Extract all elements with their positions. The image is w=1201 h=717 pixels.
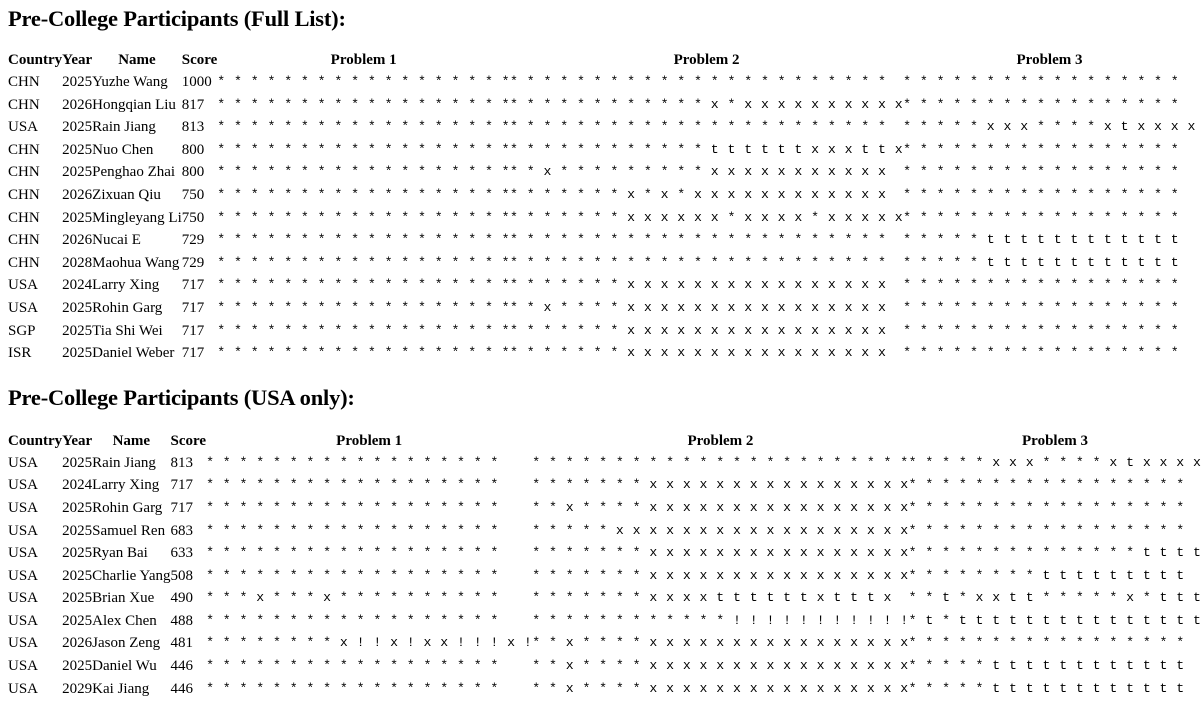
cell-problem-1: * * * * * * * * * * * * * * * * * * — [217, 96, 511, 112]
cell-problem-3: * * t * x x t t * * * * * x * t t t — [908, 590, 1201, 606]
header-score: Score — [181, 52, 218, 68]
table-row — [8, 632, 1201, 655]
cell-problem-3: * * * * * * * * * * * * * * * * * — [903, 277, 1180, 293]
cell-problem-2: * * x * * * * x x x x x x x x x x x x x x x x — [532, 658, 909, 674]
cell-country: CHN — [8, 164, 40, 181]
cell-problem-2: * * x * * * * x x x x x x x x x x x x x x x x — [532, 635, 909, 651]
table-row — [8, 207, 1196, 230]
cell-score: 750 — [181, 186, 205, 203]
cell-country: USA — [8, 545, 39, 562]
cell-year: 2029 — [62, 680, 93, 697]
cell-problem-2: * * x * * * * x x x x x x x x x x x x x x x x — [532, 499, 909, 515]
table-row — [8, 342, 1196, 365]
header-problem-1: Problem 1 — [330, 52, 397, 68]
cell-problem-3: * * * * * x x x * * * * x t x x x x — [903, 119, 1196, 135]
table-row — [8, 320, 1196, 343]
cell-country: USA — [8, 299, 39, 316]
cell-problem-1: * * * * * * * * * * * * * * * * * * — [206, 680, 499, 696]
cell-score: 633 — [170, 545, 194, 562]
header-problem-1: Problem 1 — [336, 432, 403, 449]
table-row — [8, 116, 1196, 139]
cell-problem-2: * * * * * * * x x x x x x x x x x x x x x x x — [532, 477, 909, 493]
cell-problem-3: * * * * * * * * * * * * * * * * * — [908, 477, 1185, 493]
cell-name: Rohin Garg — [92, 299, 163, 316]
cell-name: Maohua Wang — [92, 254, 180, 271]
cell-problem-1: * * * * * * * * x ! ! x ! x x ! ! ! x ! — [206, 635, 533, 651]
cell-problem-1: * * * * * * * * * * * * * * * * * * — [217, 232, 511, 248]
table-row — [8, 184, 1196, 207]
cell-score: 481 — [170, 635, 194, 652]
cell-score: 817 — [181, 96, 205, 113]
table-row — [8, 474, 1201, 497]
cell-name: Larry Xing — [92, 477, 160, 494]
cell-score: 717 — [170, 499, 194, 516]
cell-problem-3: * * * * * * * * * * * * * * * * * — [903, 322, 1180, 338]
table-body — [8, 71, 1196, 365]
cell-problem-2: * * * * * * * x x x x x x x x x x x x x x x x — [510, 345, 887, 361]
cell-problem-3: * * * * * * * * * * * * * * * * * — [908, 635, 1185, 651]
cell-country: CHN — [8, 74, 40, 90]
cell-year: 2026 — [62, 635, 93, 652]
cell-name: Rain Jiang — [92, 454, 156, 471]
cell-year: 2025 — [62, 164, 93, 181]
cell-problem-2: * * * * * * * x x x x x x x x x x x x x x x x — [510, 277, 887, 293]
cell-year: 2025 — [62, 209, 93, 226]
cell-name: Kai Jiang — [92, 680, 150, 697]
cell-score: 813 — [170, 454, 194, 471]
cell-year: 2025 — [62, 522, 93, 539]
cell-country: USA — [8, 658, 39, 675]
table-row — [8, 252, 1196, 275]
cell-problem-3: * * * * * * * * * * * * * * * * * — [903, 96, 1180, 112]
cell-name: Yuzhe Wang — [92, 74, 168, 90]
table-body — [8, 452, 1201, 701]
section-title-full-list: Pre-College Participants (Full List): — [8, 6, 346, 31]
cell-problem-1: * * * * * * * * * * * * * * * * * * — [217, 186, 511, 202]
table-row — [8, 452, 1201, 475]
cell-problem-3: * * * * * t t t t t t t t t t t t — [903, 232, 1180, 248]
cell-problem-2: * * * * * * * * * * * * x * x x x x x x x x x x — [510, 96, 904, 112]
cell-problem-1: * * * * * * * * * * * * * * * * * * — [217, 254, 511, 270]
cell-score: 446 — [170, 658, 194, 675]
cell-problem-2: * * * * * * * x x x x x x x x x x x x x x x x — [510, 322, 887, 338]
table-row — [8, 297, 1196, 320]
cell-problem-3: * * * * * * * * * * * * * * * * * — [903, 299, 1180, 315]
table-row — [8, 161, 1196, 184]
cell-country: CHN — [8, 232, 40, 249]
cell-score: 446 — [170, 680, 194, 697]
cell-year: 2025 — [62, 74, 93, 90]
cell-problem-2: * * * * * * * x x x x x x * x x x x * x x x x x — [510, 209, 904, 225]
cell-score: 813 — [181, 119, 205, 136]
cell-year: 2025 — [62, 545, 93, 562]
cell-country: USA — [8, 499, 39, 516]
cell-country: USA — [8, 522, 39, 539]
table-header-row — [8, 49, 1196, 71]
cell-problem-1: * * * * * * * * * * * * * * * * * * — [217, 345, 511, 361]
header-problem-2: Problem 2 — [673, 52, 740, 68]
cell-name: Daniel Wu — [92, 658, 157, 675]
cell-year: 2024 — [62, 277, 93, 294]
cell-year: 2025 — [62, 612, 93, 629]
cell-name: Charlie Yang — [92, 567, 171, 584]
cell-country: SGP — [8, 322, 36, 339]
cell-year: 2025 — [62, 345, 93, 362]
header-year: Year — [62, 432, 93, 449]
cell-name: Jason Zeng — [92, 635, 161, 652]
cell-name: Samuel Ren — [92, 522, 166, 539]
cell-problem-1: * * * * * * * * * * * * * * * * * * — [206, 454, 499, 470]
cell-year: 2026 — [62, 232, 93, 249]
cell-country: CHN — [8, 254, 40, 271]
cell-problem-3: * * * * * * * * * * * * * * * * * — [908, 499, 1185, 515]
cell-problem-3: * * * * * * * * * * * * * * * * * — [903, 209, 1180, 225]
table-row — [8, 274, 1196, 297]
cell-year: 2025 — [62, 119, 93, 136]
cell-problem-1: * * * * * * * * * * * * * * * * * * — [217, 74, 511, 89]
cell-problem-2: * * * * * * * x x x x t t t t t t x t t t x — [532, 590, 892, 606]
cell-country: USA — [8, 119, 39, 136]
table-row — [8, 565, 1201, 588]
cell-problem-3: * * * * * * * * * * * * * * t t t t — [908, 545, 1201, 561]
cell-problem-1: * * * * * * * * * * * * * * * * * * — [217, 119, 511, 135]
cell-name: Rohin Garg — [92, 499, 163, 516]
table-row — [8, 229, 1196, 252]
cell-problem-2: * * x * * * * * * * * * x x x x x x x x x x x — [510, 164, 887, 180]
header-country: Country — [8, 52, 63, 68]
table-row — [8, 520, 1201, 543]
cell-name: Rain Jiang — [92, 119, 156, 136]
cell-problem-2: * * * * * * * x x x x x x x x x x x x x x x x — [532, 545, 909, 561]
cell-score: 750 — [181, 209, 205, 226]
cell-problem-2: * * * * * x x x x x x x x x x x x x x x x x x — [532, 522, 909, 538]
cell-problem-1: * * * x * * * x * * * * * * * * * * — [206, 590, 499, 606]
cell-problem-3: * * * * * * * * * * * * * * * * * — [903, 186, 1180, 202]
cell-score: 717 — [181, 277, 205, 294]
results-table-full-list — [8, 49, 1196, 365]
cell-problem-3: * * * * * * * * * * * * * * * * * — [903, 345, 1180, 361]
cell-problem-1: * * * * * * * * * * * * * * * * * * — [217, 164, 511, 180]
cell-year: 2026 — [62, 186, 93, 203]
cell-problem-1: * * * * * * * * * * * * * * * * * * — [217, 209, 511, 225]
cell-name: Mingleyang Li — [92, 209, 182, 226]
cell-problem-2: * * x * * * * x x x x x x x x x x x x x x x x — [532, 680, 909, 696]
cell-country: USA — [8, 612, 39, 629]
header-problem-3: Problem 3 — [1016, 52, 1083, 68]
cell-score: 800 — [181, 164, 205, 181]
table-row — [8, 655, 1201, 678]
table-row — [8, 678, 1201, 701]
cell-problem-1: * * * * * * * * * * * * * * * * * * — [217, 141, 511, 157]
cell-year: 2026 — [62, 96, 93, 113]
cell-problem-2: * * x * * * * x x x x x x x x x x x x x x x x — [510, 299, 887, 315]
cell-name: Daniel Weber — [92, 345, 175, 362]
cell-problem-3: * * * * * * * * * * * * * * * * * — [903, 141, 1180, 157]
cell-problem-2: * * * * * * * * * * * * * * * * * * * * * * * — [510, 232, 887, 248]
cell-problem-2: * * * * * * * * * * * * * * * * * * * * * * * — [532, 454, 909, 470]
table-row — [8, 587, 1201, 610]
cell-problem-1: * * * * * * * * * * * * * * * * * * — [217, 299, 511, 315]
cell-problem-1: * * * * * * * * * * * * * * * * * * — [206, 567, 499, 583]
cell-country: CHN — [8, 186, 40, 203]
cell-score: 717 — [181, 345, 205, 362]
cell-problem-3: * * * * * * * * t t t t t t t t t — [908, 567, 1185, 583]
cell-country: CHN — [8, 96, 40, 113]
header-score: Score — [170, 432, 207, 449]
cell-year: 2025 — [62, 658, 93, 675]
cell-country: USA — [8, 277, 39, 294]
cell-name: Brian Xue — [92, 590, 155, 607]
results-table-usa-only — [8, 430, 1201, 701]
cell-problem-2: * * * * * * * * * * * * * * * * * * * * * * * — [510, 74, 887, 89]
cell-score: 729 — [181, 254, 205, 271]
cell-name: Nucai E — [92, 232, 141, 249]
table-row — [8, 610, 1201, 633]
header-problem-2: Problem 2 — [687, 432, 754, 449]
cell-country: USA — [8, 680, 39, 697]
cell-problem-2: * * * * * * * x * x * x x x x x x x x x x x x — [510, 186, 887, 202]
cell-name: Penghao Zhai — [92, 164, 176, 181]
cell-problem-1: * * * * * * * * * * * * * * * * * * — [206, 612, 499, 628]
cell-name: Alex Chen — [92, 612, 157, 629]
table-row — [8, 94, 1196, 117]
table-row — [8, 139, 1196, 162]
cell-year: 2025 — [62, 454, 93, 471]
cell-problem-3: * * * * * t t t t t t t t t t t t — [908, 680, 1185, 696]
cell-name: Hongqian Liu — [92, 96, 176, 113]
table-row — [8, 71, 1196, 94]
table-row — [8, 542, 1201, 565]
cell-problem-1: * * * * * * * * * * * * * * * * * * — [206, 658, 499, 674]
header-name: Name — [118, 52, 156, 68]
cell-country: ISR — [8, 345, 32, 362]
cell-score: 508 — [170, 567, 194, 584]
cell-country: USA — [8, 590, 39, 607]
cell-problem-1: * * * * * * * * * * * * * * * * * * — [206, 499, 499, 515]
cell-problem-1: * * * * * * * * * * * * * * * * * * — [217, 277, 511, 293]
table-header-row — [8, 430, 1201, 452]
cell-year: 2025 — [62, 499, 93, 516]
cell-problem-2: * * * * * * * * * * * * * * * * * * * * * * * — [510, 254, 887, 270]
cell-year: 2025 — [62, 322, 93, 339]
cell-problem-2: * * * * * * * * * * * * t t t t t t x x x t t x — [510, 141, 904, 157]
cell-score: 717 — [181, 322, 205, 339]
cell-problem-1: * * * * * * * * * * * * * * * * * * — [217, 322, 511, 338]
cell-score: 488 — [170, 612, 194, 629]
cell-year: 2024 — [62, 477, 93, 494]
cell-score: 1000 — [181, 74, 212, 90]
cell-problem-3: * * * * * x x x * * * * x t x x x x — [908, 454, 1201, 470]
cell-problem-3: * t * t t t t t t t t t t t t t t t — [908, 612, 1201, 628]
header-year: Year — [62, 52, 93, 68]
cell-name: Tia Shi Wei — [92, 322, 163, 339]
cell-country: CHN — [8, 141, 40, 158]
cell-problem-3: * * * * * t t t t t t t t t t t t — [903, 254, 1180, 270]
cell-country: USA — [8, 477, 39, 494]
cell-score: 729 — [181, 232, 205, 249]
cell-country: USA — [8, 635, 39, 652]
cell-problem-3: * * * * * * * * * * * * * * * * * — [903, 164, 1180, 180]
cell-country: USA — [8, 454, 39, 471]
cell-score: 717 — [170, 477, 194, 494]
cell-name: Ryan Bai — [92, 545, 148, 562]
cell-country: CHN — [8, 209, 40, 226]
cell-year: 2025 — [62, 299, 93, 316]
cell-country: USA — [8, 567, 39, 584]
cell-problem-3: * * * * * t t t t t t t t t t t t — [908, 658, 1185, 674]
cell-problem-1: * * * * * * * * * * * * * * * * * * — [206, 545, 499, 561]
cell-score: 800 — [181, 141, 205, 158]
cell-problem-1: * * * * * * * * * * * * * * * * * * — [206, 522, 499, 538]
header-name: Name — [112, 432, 151, 449]
cell-problem-2: * * * * * * * * * * * * * * * * * * * * * * * — [510, 119, 887, 135]
cell-problem-3: * * * * * * * * * * * * * * * * * — [903, 74, 1180, 89]
cell-problem-3: * * * * * * * * * * * * * * * * * — [908, 522, 1185, 538]
header-country: Country — [8, 432, 63, 449]
cell-name: Zixuan Qiu — [92, 186, 161, 203]
cell-score: 490 — [170, 590, 194, 607]
cell-year: 2025 — [62, 567, 93, 584]
cell-name: Larry Xing — [92, 277, 160, 294]
cell-problem-1: * * * * * * * * * * * * * * * * * * — [206, 477, 499, 493]
table-row — [8, 497, 1201, 520]
cell-score: 717 — [181, 299, 205, 316]
cell-year: 2025 — [62, 141, 93, 158]
cell-problem-2: * * * * * * * * * * * * ! ! ! ! ! ! ! ! ! ! ! — [532, 612, 909, 628]
cell-score: 683 — [170, 522, 194, 539]
cell-year: 2025 — [62, 590, 93, 607]
section-title-usa-only: Pre-College Participants (USA only): — [8, 384, 355, 410]
header-problem-3: Problem 3 — [1022, 432, 1088, 449]
cell-problem-2: * * * * * * * x x x x x x x x x x x x x x x x — [532, 567, 909, 583]
cell-name: Nuo Chen — [92, 141, 154, 158]
cell-year: 2028 — [62, 254, 93, 271]
